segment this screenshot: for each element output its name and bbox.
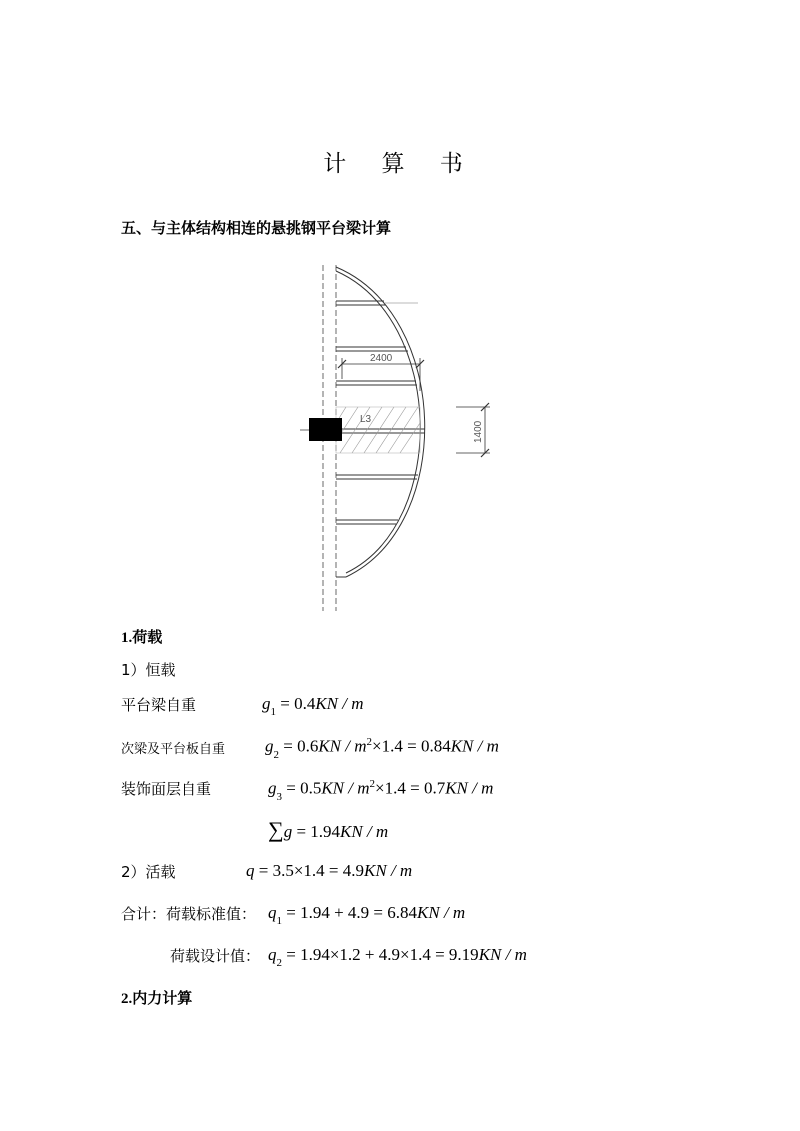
formula-g2: $g_2 = 0.6KN / m^2\times 1.4 = 0.84KN / m$ <box>265 736 499 762</box>
formula-design-value: $q_2 = 1.94\times 1.2 + 4.9\times 1.4 = 9.19KN / m$ <box>268 945 527 970</box>
dead-item-label: 平台梁自重 <box>121 696 197 714</box>
section-heading: 五、与主体结构相连的悬挑钢平台梁计算 <box>121 219 392 237</box>
formula-live-load: q = 3.5×1.4 = 4.9KN / m <box>246 861 413 880</box>
loads-heading: 1.荷载 <box>121 628 163 646</box>
design-label: 荷载设计值： <box>170 947 261 965</box>
formula-standard-value: $q_1 = 1.94 + 4.9 = 6.84KN / m$ <box>268 903 466 928</box>
live-load-label: 2）活载 <box>121 863 176 881</box>
formula-g1: $g_1 = 0.4KN / m$ <box>262 694 364 719</box>
dead-item-label: 装饰面层自重 <box>121 780 212 798</box>
dead-load-heading: 1）恒载 <box>121 661 176 679</box>
dead-item-label: 次梁及平台板自重 <box>121 742 226 757</box>
dimension-1400: 1400 <box>473 420 484 443</box>
formula-dead-sum: ∑g = 1.94KN / m <box>268 817 389 842</box>
page-title: 计 算 书 <box>323 151 477 177</box>
beam-label: L3 <box>360 414 372 425</box>
dimension-2400: 2400 <box>370 353 393 364</box>
internal-force-heading: 2.内力计算 <box>121 989 193 1007</box>
platform-plan-drawing <box>280 255 510 615</box>
total-label: 合计：荷载标准值： <box>121 905 257 923</box>
formula-g3: $g_3 = 0.5KN / m^2\times 1.4 = 0.7KN / m$ <box>268 778 494 804</box>
